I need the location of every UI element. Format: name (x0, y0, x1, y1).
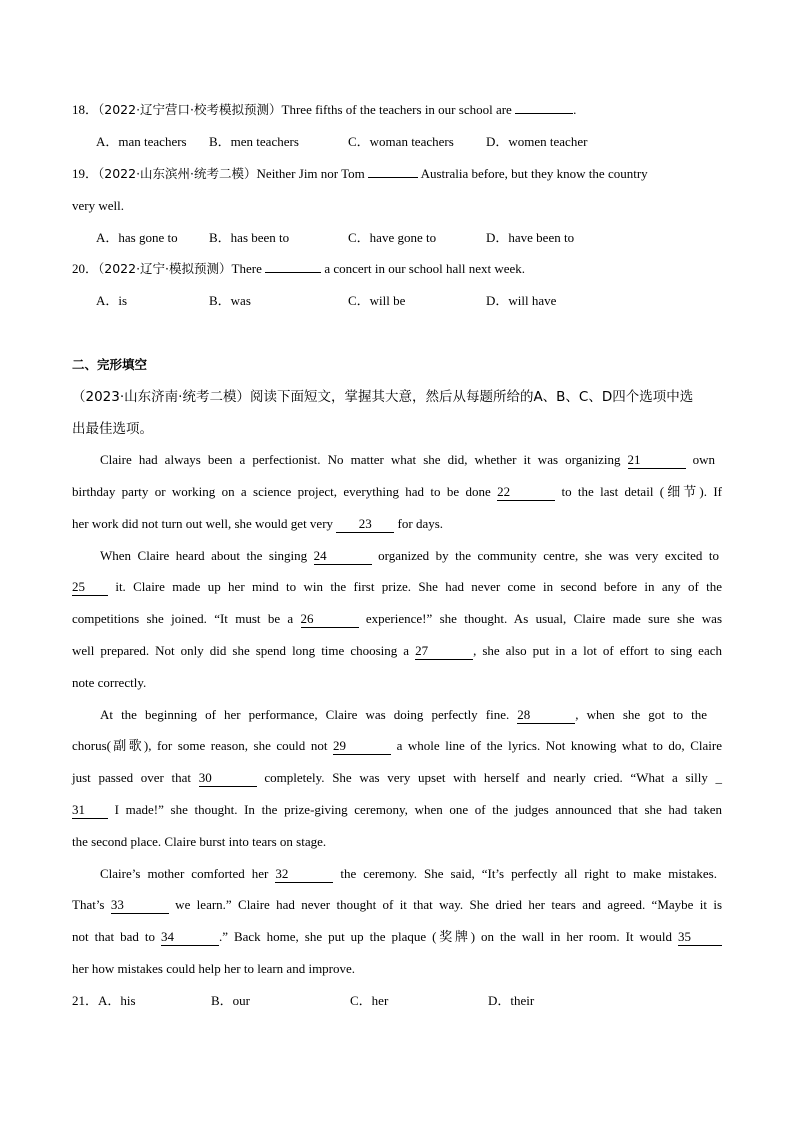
option-a[interactable]: A．is (96, 293, 128, 308)
blank-28[interactable]: 28 (517, 707, 575, 724)
blank-30[interactable]: 30 (199, 770, 257, 787)
passage-text: own (685, 452, 716, 467)
passage-text: the ceremony. She said, “It’s perfectly all right to make mistakes. (333, 866, 717, 881)
passage-text: well prepared. Not only did she spend long time choosing a (72, 643, 416, 658)
passage-line (72, 768, 722, 788)
question-number: 20． (72, 261, 99, 276)
passage-text: for days. (394, 516, 444, 531)
passage-text: competitions she joined. “It must be a (72, 611, 301, 626)
passage-line (72, 927, 722, 947)
passage-text: At the beginning of her performance, Claire was doing perfectly fine. (100, 707, 518, 722)
question-18 (72, 100, 576, 120)
passage-text: we learn.” Claire had never thought of it that way. She dried her tears and agreed. “Maybe it is (168, 897, 722, 912)
answer-blank[interactable] (368, 177, 418, 178)
option-d[interactable]: D．have been to (486, 230, 575, 245)
blank-35[interactable]: 35 (678, 929, 722, 946)
passage-text: to the last detail (细节). If (555, 484, 722, 499)
blank-22[interactable]: 22 (497, 484, 555, 501)
blank-31[interactable]: 31 (72, 802, 108, 819)
section-intro: （2023·山东济南·统考二模）阅读下面短文，掌握其大意，然后从每题所给的A、B、C、D四个选项中选 (72, 389, 694, 405)
passage-line: note correctly. (72, 675, 147, 690)
passage-text: just passed over that (72, 770, 199, 785)
question-19-options (96, 228, 574, 248)
blank-33[interactable]: 33 (111, 897, 169, 914)
question-number: 21． (72, 993, 99, 1008)
blank-21[interactable]: 21 (628, 452, 686, 469)
passage-text: Claire’s mother comforted her (100, 866, 276, 881)
blank-34[interactable]: 34 (161, 929, 219, 946)
passage-text: completely. She was very upset with herself and nearly cried. “What a silly _ (256, 770, 722, 785)
passage-text: it. Claire made up her mind to win the first prize. She had never come in second before in any of the (108, 579, 722, 594)
option-a[interactable]: A．man teachers (96, 134, 187, 149)
passage-line (72, 736, 722, 756)
option-d[interactable]: D．women teacher (486, 134, 588, 149)
blank-25[interactable]: 25 (72, 579, 108, 596)
question-text: Neither Jim nor Tom (256, 166, 369, 181)
option-b[interactable]: B．was (209, 293, 251, 308)
option-b[interactable]: B．our (211, 993, 251, 1008)
passage-text: chorus(副歌), for some reason, she could not (72, 738, 334, 753)
passage-text: .” Back home, she put up the plaque (奖牌) on the wall in her room. It would (218, 929, 678, 944)
passage-line: her how mistakes could help her to learn and improve. (72, 961, 356, 976)
passage-line (100, 705, 707, 725)
passage-text: When Claire heard about the singing (100, 548, 314, 563)
passage-line (100, 864, 717, 884)
option-c[interactable]: C．woman teachers (348, 134, 454, 149)
passage-text: birthday party or working on a science project, everything had to be done (72, 484, 498, 499)
passage-line (72, 641, 722, 661)
question-20-options (96, 291, 556, 311)
passage-line (72, 514, 722, 534)
passage-text: I made!” she thought. In the prize-giving ceremony, when one of the judges announced that she had taken (108, 802, 722, 817)
passage-text: a whole line of the lyrics. Not knowing what to do, Claire (391, 738, 722, 753)
passage-text: not that bad to (72, 929, 161, 944)
option-d[interactable]: D．their (488, 993, 535, 1008)
option-a[interactable]: A．his (98, 993, 136, 1008)
passage-text: organized by the community centre, she was very excited to (371, 548, 719, 563)
passage-line (100, 546, 719, 566)
question-21 (72, 991, 534, 1011)
passage-text: , when she got to the (575, 707, 708, 722)
question-text-end: a concert in our school hall next week. (321, 261, 526, 276)
passage-line (72, 800, 722, 820)
section-title: 二、完形填空 (72, 357, 148, 372)
question-number: 18． (72, 102, 99, 117)
question-text: Three fifths of the teachers in our school are (281, 102, 516, 117)
blank-29[interactable]: 29 (333, 738, 391, 755)
option-c[interactable]: C．her (350, 993, 389, 1008)
question-20 (72, 259, 525, 279)
passage-line (72, 609, 722, 629)
question-source: （2022·辽宁营口·校考模拟预测） (98, 102, 282, 117)
passage-text: That’s (72, 897, 111, 912)
passage-line (72, 482, 722, 502)
question-source: （2022·山东滨州·统考二模） (98, 166, 257, 181)
passage-text: , she also put in a lot of effort to sing each (473, 643, 722, 658)
option-d[interactable]: D．will have (486, 293, 557, 308)
option-c[interactable]: C．have gone to (348, 230, 437, 245)
question-19 (72, 164, 648, 184)
question-18-options (96, 132, 587, 152)
option-b[interactable]: B．men teachers (209, 134, 299, 149)
blank-24[interactable]: 24 (314, 548, 372, 565)
option-c[interactable]: C．will be (348, 293, 406, 308)
question-text-end: . (573, 102, 577, 117)
option-b[interactable]: B．has been to (209, 230, 290, 245)
passage-text: experience!” she thought. As usual, Claire made sure she was (358, 611, 723, 626)
question-19-line2: very well. (72, 198, 124, 213)
option-a[interactable]: A．has gone to (96, 230, 178, 245)
blank-26[interactable]: 26 (301, 611, 359, 628)
section-intro-line2: 出最佳选项。 (72, 421, 153, 437)
blank-32[interactable]: 32 (275, 866, 333, 883)
blank-23[interactable]: 23 (336, 516, 394, 533)
question-source: （2022·辽宁·模拟预测） (98, 261, 232, 276)
passage-line (72, 577, 722, 597)
passage-line (72, 895, 722, 915)
passage-line (100, 450, 715, 470)
question-text: There (231, 261, 266, 276)
question-number: 19． (72, 166, 99, 181)
passage-text: Claire had always been a perfectionist. No matter what she did, whether it was organizing (100, 452, 628, 467)
blank-27[interactable]: 27 (415, 643, 473, 660)
question-text-end: Australia before, but they know the country (418, 166, 648, 181)
passage-text: her work did not turn out well, she would get very (72, 516, 337, 531)
passage-line: the second place. Claire burst into tears on stage. (72, 834, 327, 849)
answer-blank[interactable] (265, 272, 321, 273)
answer-blank[interactable] (515, 113, 573, 114)
